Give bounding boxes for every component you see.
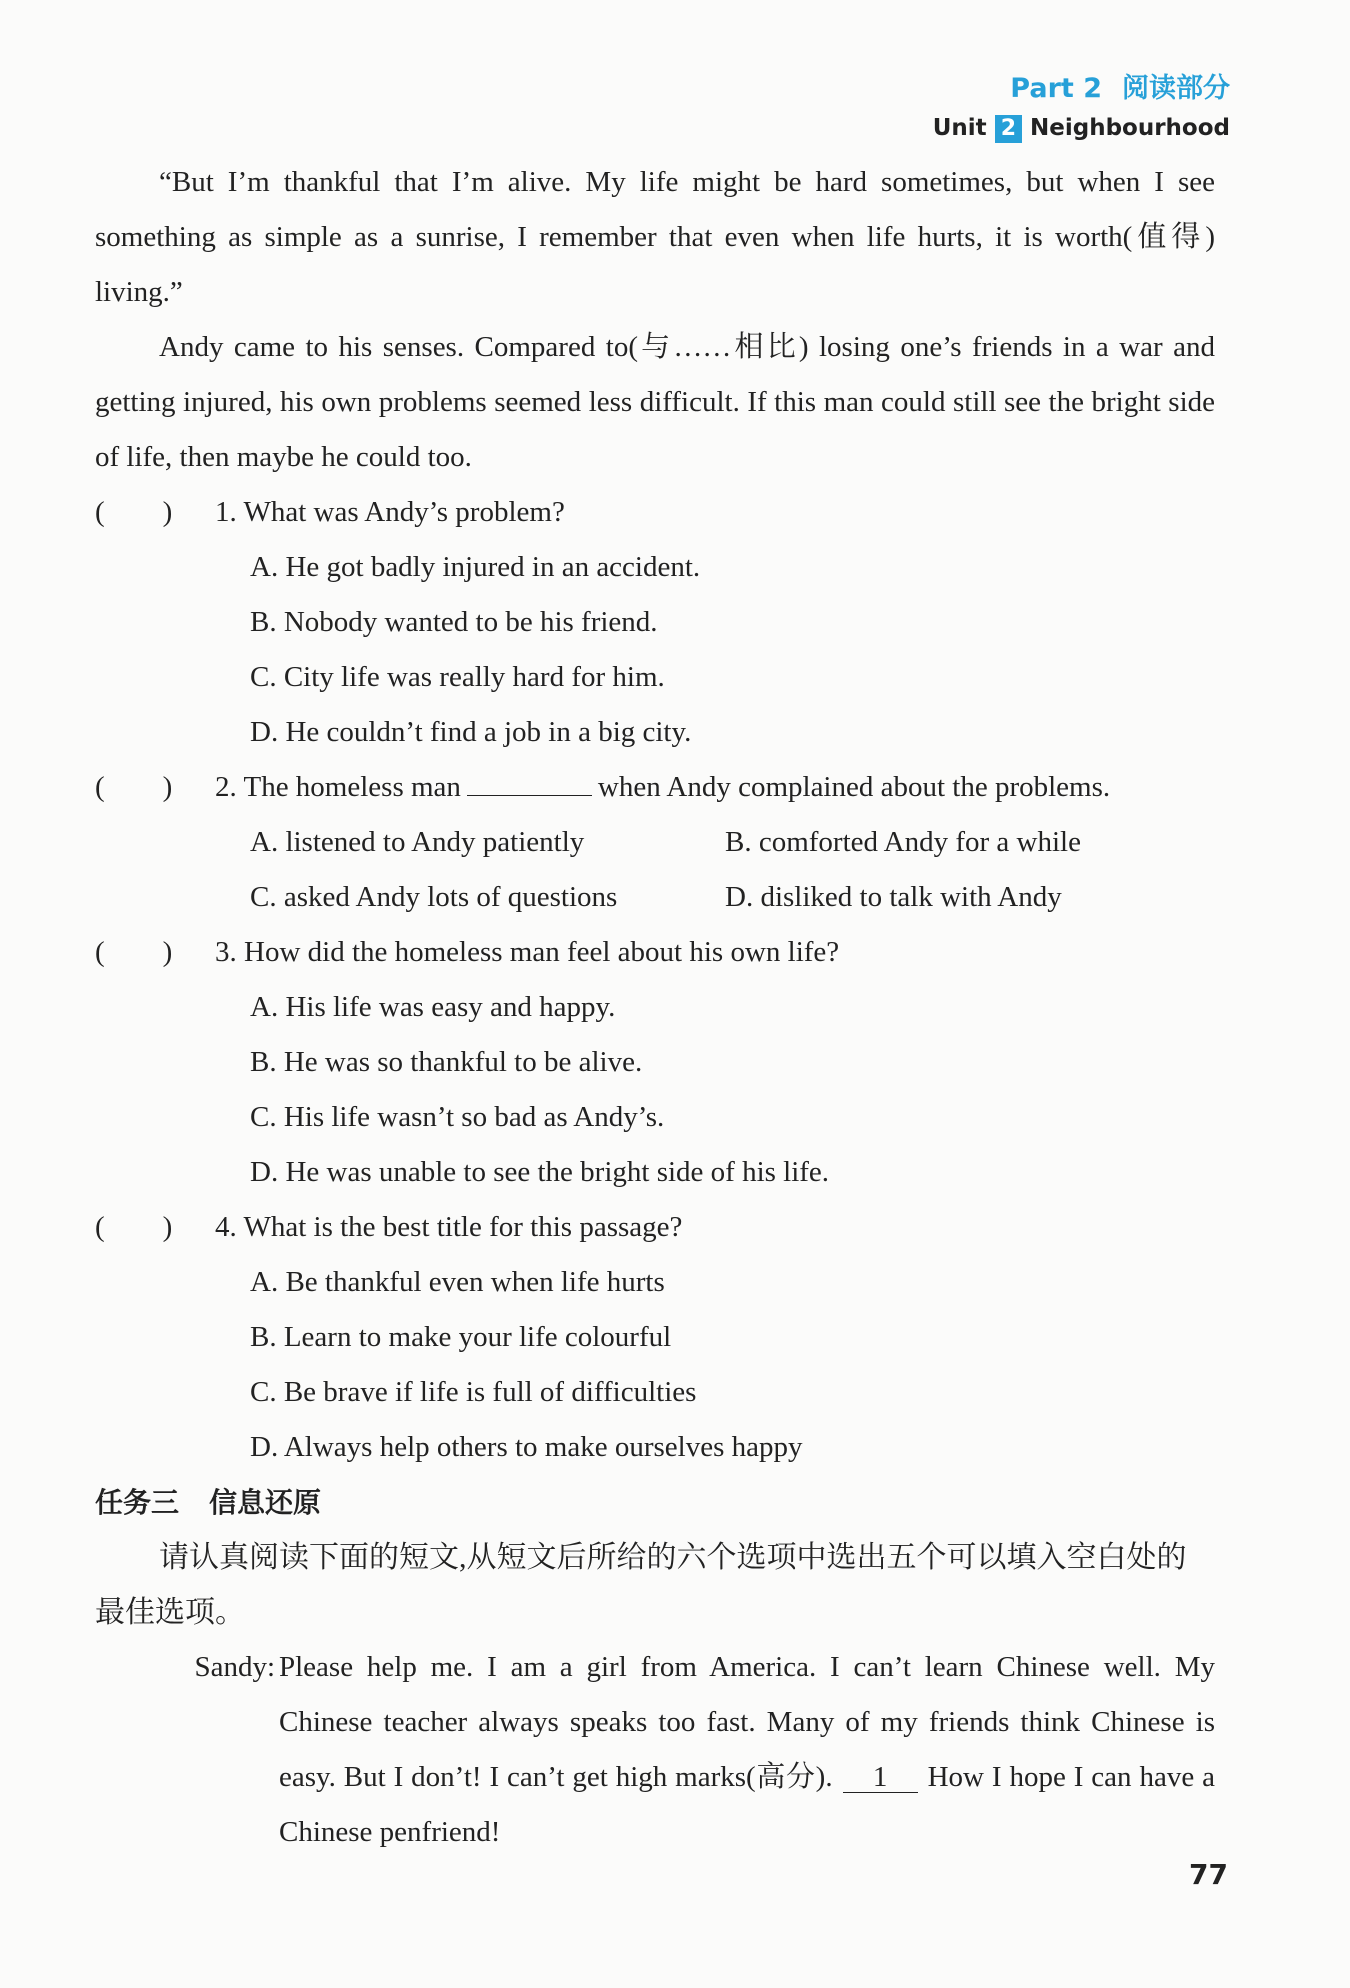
question-stem: 3. How did the homeless man feel about his own life? [215, 936, 840, 968]
answer-bracket[interactable]: ( ) [95, 496, 173, 528]
option-a: A. Be thankful even when life hurts [250, 1266, 665, 1298]
option-d: D. Always help others to make ourselves happy [250, 1431, 803, 1463]
answer-bracket[interactable]: ( ) [95, 771, 173, 803]
question-2 [95, 760, 1215, 925]
speaker-name: Sandy: [194, 1651, 275, 1683]
fill-blank[interactable] [467, 763, 592, 796]
question-1 [95, 485, 1215, 760]
answer-bracket[interactable]: ( ) [95, 1211, 173, 1243]
passage-paragraph-1: “But I’m thankful that I’m alive. My life might be hard sometimes, but when I see something as simple as a sunrise, I remember that even when life hurts, it is worth(值得) living.” [95, 166, 1215, 308]
options-grid [95, 815, 1215, 925]
speech-before-blank: Please help me. I am a girl from America. I can’t learn Chinese well. My Chinese teacher always speaks too fast. Many of my friends think Chinese is easy. But I don’t! I can’t get high marks(高分). [279, 1651, 1215, 1793]
task3-title: 信息还原 [209, 1486, 322, 1519]
option-d: D. disliked to talk with Andy [725, 881, 1062, 913]
question-4 [95, 1200, 1215, 1475]
part-title-cn: 阅读部分 [1122, 73, 1230, 104]
option-a: A. His life was easy and happy. [250, 991, 616, 1023]
question-stem [215, 760, 1110, 815]
page-header [933, 66, 1230, 143]
option-c: C. His life wasn’t so bad as Andy’s. [250, 1101, 665, 1133]
option-c: C. City life was really hard for him. [250, 661, 665, 693]
task3-number: 任务三 [95, 1486, 180, 1519]
unit-title: Neighbourhood [1030, 115, 1230, 141]
option-b: B. He was so thankful to be alive. [250, 1046, 643, 1078]
option-b: B. Learn to make your life colourful [250, 1321, 672, 1353]
numbered-blank[interactable]: 1 [843, 1762, 918, 1793]
option-a: A. He got badly injured in an accident. [250, 551, 701, 583]
stem-after-blank: when Andy complained about the problems. [597, 771, 1111, 803]
option-c: C. Be brave if life is full of difficulties [250, 1376, 697, 1408]
question-stem: 1. What was Andy’s problem? [215, 496, 565, 528]
stem-before-blank: 2. The homeless man [215, 771, 461, 803]
task3-instruction: 请认真阅读下面的短文,从短文后所给的六个选项中选出五个可以填入空白处的最佳选项。 [95, 1541, 1187, 1629]
question-3 [95, 925, 1215, 1200]
option-c: C. asked Andy lots of questions [250, 881, 618, 913]
dialog-sandy [95, 1640, 1215, 1860]
part-label [933, 66, 1230, 105]
unit-word: Unit [932, 115, 987, 141]
passage-paragraph-2: Andy came to his senses. Compared to(与……相比) losing one’s friends in a war and getting injured, his own problems seemed less difficult. If this man could still see the bright side of life, then maybe he could too. [95, 331, 1215, 473]
unit-label [933, 115, 1230, 143]
page-content [95, 155, 1215, 1860]
speech-text [279, 1640, 1215, 1860]
unit-number-badge: 2 [995, 115, 1022, 143]
answer-bracket[interactable]: ( ) [95, 936, 173, 968]
option-d: D. He was unable to see the bright side of his life. [250, 1156, 830, 1188]
option-b: B. comforted Andy for a while [725, 826, 1081, 858]
option-d: D. He couldn’t find a job in a big city. [250, 716, 692, 748]
speech-after-blank: How I hope I can have a Chinese penfriend! [279, 1761, 1215, 1848]
option-b: B. Nobody wanted to be his friend. [250, 606, 658, 638]
task3-heading [95, 1475, 1215, 1530]
part-title: Part 2 [1010, 73, 1102, 104]
option-a: A. listened to Andy patiently [250, 826, 585, 858]
question-stem: 4. What is the best title for this passage? [215, 1211, 683, 1243]
page-number: 77 [1189, 1858, 1228, 1891]
